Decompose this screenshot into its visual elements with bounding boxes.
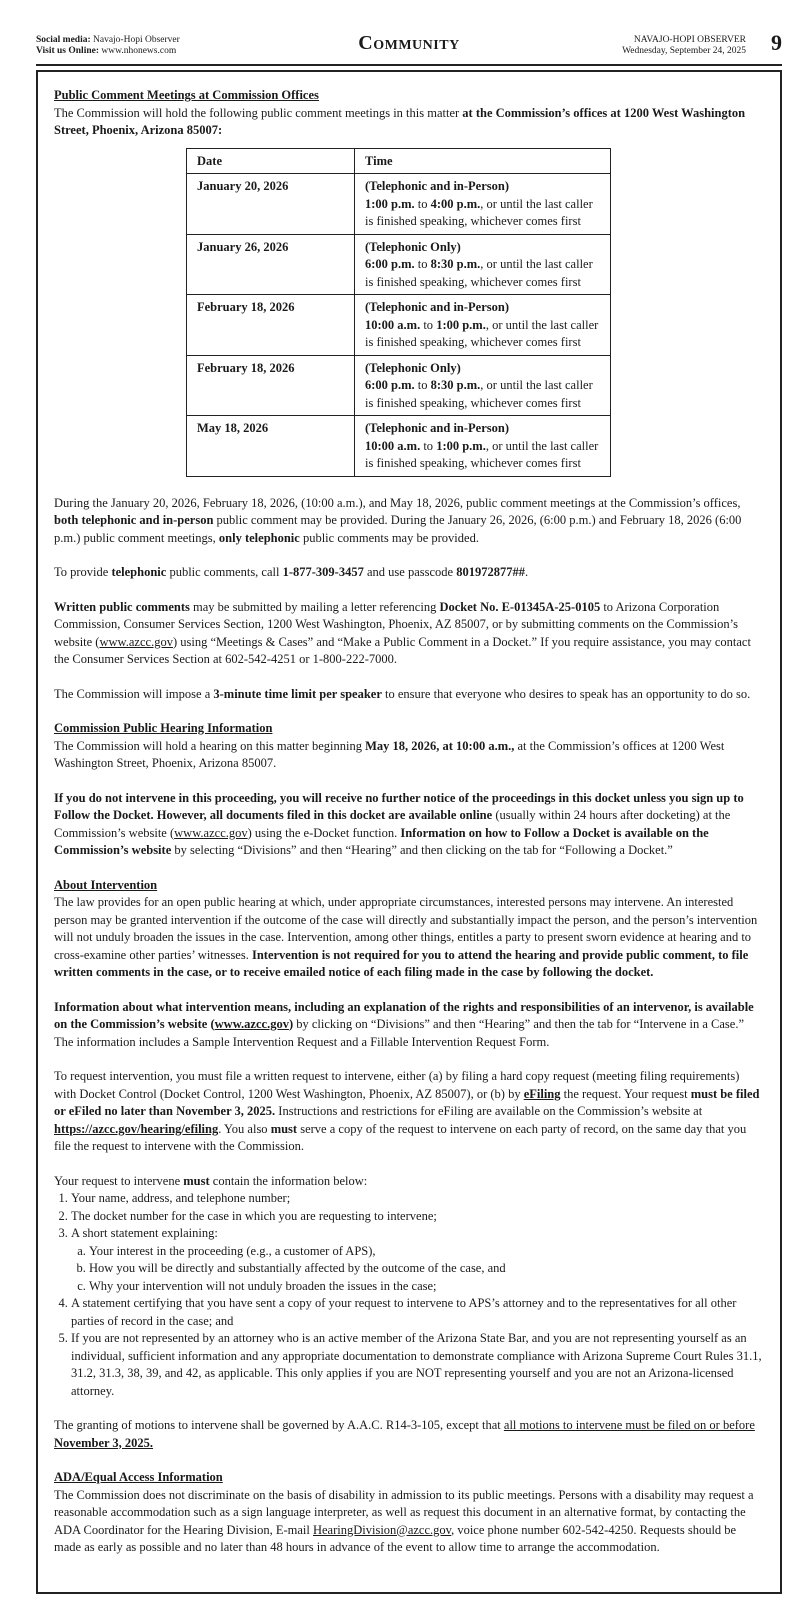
- row-time: (Telephonic Only) 6:00 p.m. to 8:30 p.m., or until the last caller is finished speaking, whichever comes first: [355, 355, 611, 416]
- requirements-list: [54, 1190, 764, 1400]
- col-date-header: Date: [187, 148, 355, 174]
- intro-section: [54, 87, 764, 140]
- intervention-heading: About Intervention: [54, 877, 158, 892]
- granting-paragraph: The granting of motions to intervene shall be governed by A.A.C. R14-3-105, except that all motions to intervene must be filed on or before November 3, 2025.: [54, 1418, 755, 1450]
- row-time: (Telephonic and in-Person) 10:00 a.m. to 1:00 p.m., or until the last caller is finished speaking, whichever comes first: [355, 295, 611, 356]
- table-row: [187, 174, 611, 235]
- header-divider: [36, 64, 782, 66]
- ada-section: [54, 1469, 764, 1557]
- passcode: 801972877##: [456, 565, 525, 579]
- paper-name: NAVAJO-HOPI OBSERVER: [633, 35, 746, 45]
- table-row: [187, 295, 611, 356]
- telephonic-paragraph: To provide telephonic public comments, call 1-877-309-3457 and use passcode 801972877##.: [54, 565, 529, 579]
- intro-heading: Public Comment Meetings at Commission Offices: [54, 88, 319, 102]
- section-title: Community: [358, 32, 460, 54]
- row-date: February 18, 2026: [197, 300, 295, 314]
- list-item: a. Your interest in the proceeding (e.g., a customer of APS),: [89, 1243, 764, 1261]
- page-header: [36, 30, 782, 64]
- statement-sublist: [71, 1243, 764, 1296]
- azcc-link[interactable]: www.azcc.gov: [174, 825, 248, 840]
- row-time: (Telephonic Only) 6:00 p.m. to 8:30 p.m., or until the last caller is finished speaking, whichever comes first: [355, 234, 611, 295]
- hearing-paragraph: The Commission will hold a hearing on this matter beginning May 18, 2026, at 10:00 a.m., at the Commission’s offices at 1200 West Washington Street, Phoenix, Arizona 85007.: [54, 738, 725, 770]
- row-time: (Telephonic and in-Person) 1:00 p.m. to 4:00 p.m., or until the last caller is finished speaking, whichever comes first: [355, 174, 611, 235]
- table-row: [187, 234, 611, 295]
- intro-paragraph: The Commission will hold the following public comment meetings in this matter at the Commission’s offices at 1200 West Washington Street, Phoenix, Arizona 85007:: [54, 105, 746, 137]
- table-row: [187, 416, 611, 477]
- time-limit-paragraph: The Commission will impose a 3-minute time limit per speaker to ensure that everyone who desires to speak has an opportunity to do so.: [54, 686, 751, 701]
- social-label: Social media:: [36, 35, 91, 45]
- list-item: 2. The docket number for the case in which you are requesting to intervene;: [71, 1208, 764, 1226]
- meetings-paragraph: During the January 20, 2026, February 18, 2026, (10:00 a.m.), and May 18, 2026, public comment meetings at the Commission’s offices, both telephonic and in-person public comment may be provided. During the January 26, 2026, (6:00 p.m.) and February 18, 2026 (6:00 p.m.) public comment meetings, only telephonic public comments may be provided.: [54, 495, 742, 545]
- notice-body: [54, 87, 764, 1574]
- azcc-link[interactable]: www.azcc.gov: [214, 1017, 289, 1031]
- row-date: February 18, 2026: [197, 360, 295, 375]
- page-number: 9: [771, 30, 782, 55]
- row-date: May 18, 2026: [197, 421, 269, 435]
- efiling-url-link[interactable]: https://azcc.gov/hearing/efiling: [54, 1121, 219, 1136]
- notice-paragraph: If you do not intervene in this proceeding, you will receive no further notice of the proceedings in this docket unless you sign up to Follow the Docket. However, all documents filed in this docket are available online (usually within 24 hours after docketing) at the Commission’s website (www.azcc.gov) using the e-Docket function. Information on how to Follow a Docket is available on the Commission’s website by selecting “Divisions” and then “Hearing” and then clicking on the tab for “Following a Docket.”: [54, 790, 744, 857]
- intervention-info-paragraph: Information about what intervention means, including an explanation of the rights and responsibilities of an intervenor, is available on the Commission’s website (www.azcc.gov) by clicking on “Divisions” and then “Hearing” and then the tab for “Intervene in a Case.” The information includes a Sample Intervention Request and a Fillable Intervention Request Form.: [54, 999, 754, 1049]
- list-item: 4. A statement certifying that you have sent a copy of your request to intervene to APS’s attorney and to the representatives for all other parties of record in the case; and: [71, 1295, 764, 1330]
- ada-paragraph: The Commission does not discriminate on the basis of disability in admission to its public meetings. Persons with a disability may request a reasonable accommodation such as a sign language interpreter, as well as request this document in an alternative format, by contacting the ADA Coordinator for the Hearing Division, E-mail HearingDivision@azcc.gov, voice phone number 602-542-4250. Requests should be made as early as possible and no later than 48 hours in advance of the event to allow time to arrange the accommodation.: [54, 1487, 754, 1554]
- table-row: [187, 355, 611, 416]
- written-comments-paragraph: Written public comments may be submitted by mailing a letter referencing Docket No. E-01345A-25-0105 to Arizona Corporation Commission, Consumer Services Section, 1200 West Washington, Phoenix, AZ 85007, or by submitting comments on the Commission’s website (www.azcc.gov) using “Meetings & Cases” and “Make a Public Comment in a Docket.” If you require assistance, you may contact the Consumer Services Section at 602-542-4251 or 1-800-222-7000.: [54, 599, 751, 666]
- list-item: c. Why your intervention will not unduly broaden the issues in the case;: [89, 1278, 764, 1296]
- list-item: 1. Your name, address, and telephone number;: [71, 1190, 764, 1208]
- schedule-table: [186, 148, 611, 477]
- row-date: January 20, 2026: [197, 179, 289, 193]
- intervention-section: [54, 877, 764, 982]
- efiling-link[interactable]: eFiling: [523, 1086, 561, 1101]
- issue-date: Wednesday, September 24, 2025: [622, 46, 746, 56]
- hearing-section: [54, 720, 764, 773]
- phone-number: 1-877-309-3457: [282, 565, 364, 579]
- list-item: b. How you will be directly and substantially affected by the outcome of the case, and: [89, 1260, 764, 1278]
- list-item: 3. A short statement explaining: a. Your interest in the proceeding (e.g., a customer of APS), b. How you will be directly and substantially affected by the outcome of the case, and c. Why your intervention will not unduly broaden the issues in the case;: [71, 1225, 764, 1295]
- email-link[interactable]: HearingDivision@azcc.gov: [312, 1522, 452, 1537]
- ada-heading: ADA/Equal Access Information: [54, 1470, 223, 1484]
- website-link[interactable]: www.nhonews.com: [101, 46, 177, 56]
- row-date: January 26, 2026: [197, 239, 289, 254]
- header-masthead: [622, 35, 746, 57]
- requirements-intro: Your request to intervene must contain the information below:: [54, 1173, 368, 1188]
- social-value: Navajo-Hopi Observer: [93, 35, 180, 45]
- azcc-link[interactable]: www.azcc.gov: [99, 634, 173, 649]
- intervention-paragraph: The law provides for an open public hearing at which, under appropriate circumstances, interested persons may intervene. An interested person may be granted intervention if the outcome of the case will directly and substantially impact the person, and the person’s intervention will not unduly broaden the issues in the case. Intervention, among other things, entitles a party to present sworn evidence at hearing and to cross-examine other parties’ witnesses. Intervention is not required for you to attend the hearing and provide public comment, to file written comments in the case, or to receive emailed notice of each filing made in the case by following the docket.: [54, 895, 758, 979]
- docket-number: Docket No. E-01345A-25-0105: [439, 599, 601, 614]
- visit-label: Visit us Online:: [36, 46, 99, 56]
- requirements-section: [54, 1173, 764, 1401]
- row-time: (Telephonic and in-Person) 10:00 a.m. to 1:00 p.m., or until the last caller is finished speaking, whichever comes first: [355, 416, 611, 477]
- col-time-header: Time: [355, 148, 611, 174]
- schedule-header-row: [187, 148, 611, 174]
- request-paragraph: To request intervention, you must file a written request to intervene, either (a) by filing a hard copy request (meeting filing requirements) with Docket Control (Docket Control, 1200 West Washington, Phoenix, AZ 85007), or (b) by eFiling the request. Your request must be filed or eFiled no later than November 3, 2025. Instructions and restrictions for eFiling are available on the Commission’s website at https://azcc.gov/hearing/efiling. You also must serve a copy of the request to intervene on each party of record, on the same day that you file the request to intervene with the Commission.: [54, 1069, 760, 1153]
- list-item: 5. If you are not represented by an attorney who is an active member of the Arizona State Bar, and you are not representing yourself as an individual, sufficient information and any appropriate documentation to demonstrate compliance with Arizona Supreme Court Rules 31.1, 31.2, 31.3, 38, 39, and 42, as applicable. This only applies if you are NOT representing yourself and you are not an Arizona-licensed attorney.: [71, 1330, 764, 1400]
- hearing-heading: Commission Public Hearing Information: [54, 721, 273, 735]
